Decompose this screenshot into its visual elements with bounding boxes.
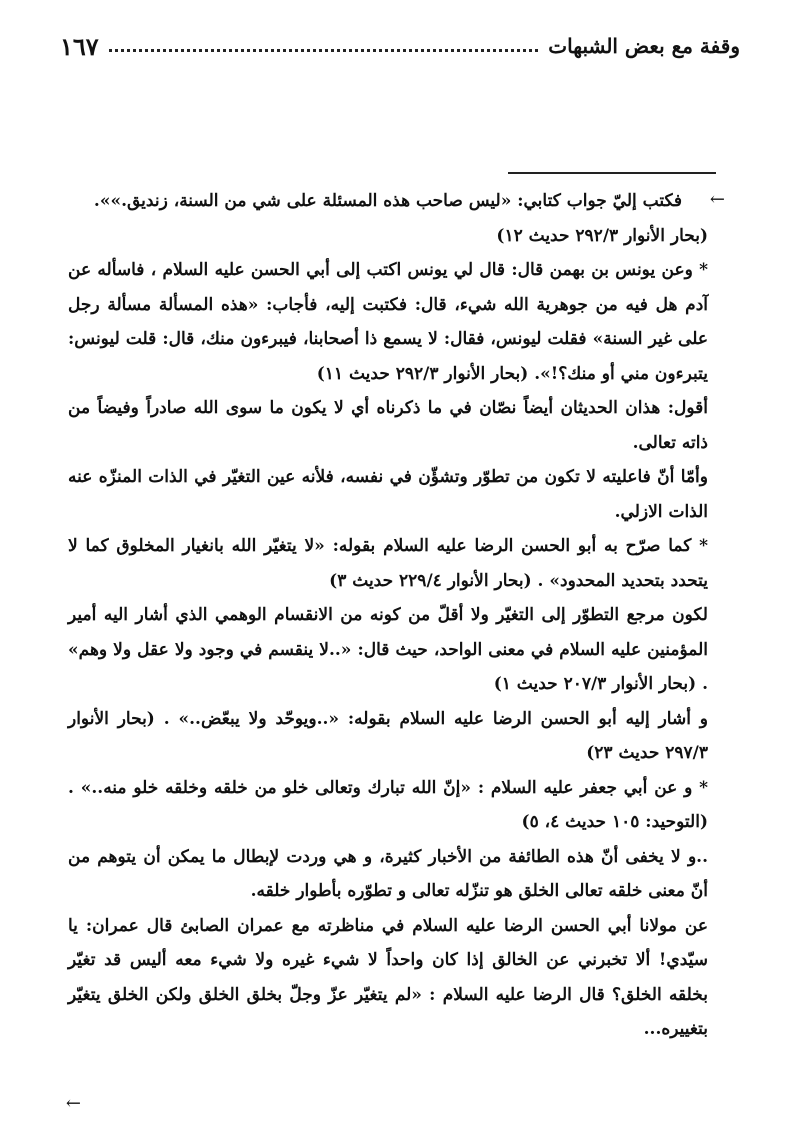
paragraph-6: * كما صرّح به أبو الحسن الرضا عليه السلام بقوله: «لا يتغيّر الله بانغيار المخلوق كما لا يتحدد بتحديد المحدود» . (بحار الأنوار ٢٢٩/٤ حديث ٣) <box>68 536 708 591</box>
paragraph-5: وأمّا أنّ فاعليته لا تكون من تطوّر وتشؤّن في نفسه، فلأنه عين التغيّر في الذات المنزّه عنه الذات الازلي. <box>68 467 708 522</box>
running-header <box>60 28 740 64</box>
leader-dots <box>109 49 539 52</box>
paragraph-4: أقول: هذان الحديثان أيضاً نصّان في ما ذكرناه أي لا يكون ما سوى الله صادراً وفيضاً من ذاته تعالى. <box>68 398 708 453</box>
paragraph-2: (بحار الأنوار ٢٩٢/٣ حديث ١٢) <box>496 225 708 246</box>
page-number: ١٦٧ <box>60 31 99 61</box>
paragraph-7: لكون مرجع التطوّر إلى التغيّر ولا أقلّ من كونه من الانقسام الوهمي الذي أشار اليه أمير المؤمنين عليه السلام في معنى الواحد، حيث قال: «..لا ينقسم في وجود ولا عقل ولا وهم» . (بحار الأنوار ٢٠٧/٣ حديث ١) <box>68 605 708 694</box>
continuation-arrow-top-icon: ← <box>709 189 725 210</box>
paragraph-10: ..و لا يخفى أنّ هذه الطائفة من الأخبار كثيرة، و هي وردت لإبطال ما يمكن أن يتوهم من أنّ معنى خلقه تعالى الخلق هو تنزّله تعالى و تطوّره بأطوار خلقه. <box>68 846 708 901</box>
paragraph-3: * وعن يونس بن بهمن قال: قال لي يونس اكتب إلى أبي الحسن عليه السلام ، فاسأله عن آدم هل فيه من جوهرية الله شيء، قال: فكتبت إليه، فأجاب: «هذه المسألة مسألة رجل على غير السنة» فقلت ليونس، فقال: لا يسمع ذا أصحابنا، فيبرءون منك، قال: قلت ليونس: يتبرءون مني أو منك؟!». (بحار الأنوار ٢٩٢/٣ حديث ١١) <box>68 260 708 384</box>
paragraph-11: عن مولانا أبي الحسن الرضا عليه السلام في مناظرته مع عمران الصابئ قال عمران: يا سيّدي! ألا تخبرني عن الخالق إذا كان واحداً لا شيء غيره ولا شيء معه أليس قد تغيّر بخلقه الخلق؟ قال الرضا عليه السلام : «لم يتغيّر عزّ وجلّ بخلق الخلق ولكن الخلق يتغيّر بتغييره... <box>68 915 708 1039</box>
paragraph-9: * و عن أبي جعفر عليه السلام : «إنّ الله تبارك وتعالى خلو من خلقه وخلقه خلو منه..» . (التوحيد: ١٠٥ حديث ٤، ٥) <box>68 777 708 832</box>
paragraph-8: و أشار إليه أبو الحسن الرضا عليه السلام بقوله: «..ويوحّد ولا يبعّض..» . (بحار الأنوار ٢٩٧/٣ حديث ٢٣) <box>68 708 708 763</box>
paragraph-1: فكتب إليّ جواب كتابي: «ليس صاحب هذه المسئلة على شي من السنة، زنديق.»». <box>93 191 682 211</box>
section-rule <box>508 172 716 174</box>
header-title: وقفة مع بعض الشبهات <box>548 34 740 58</box>
continuation-arrow-bottom-icon: ← <box>65 1093 81 1114</box>
body-text <box>68 184 708 1047</box>
